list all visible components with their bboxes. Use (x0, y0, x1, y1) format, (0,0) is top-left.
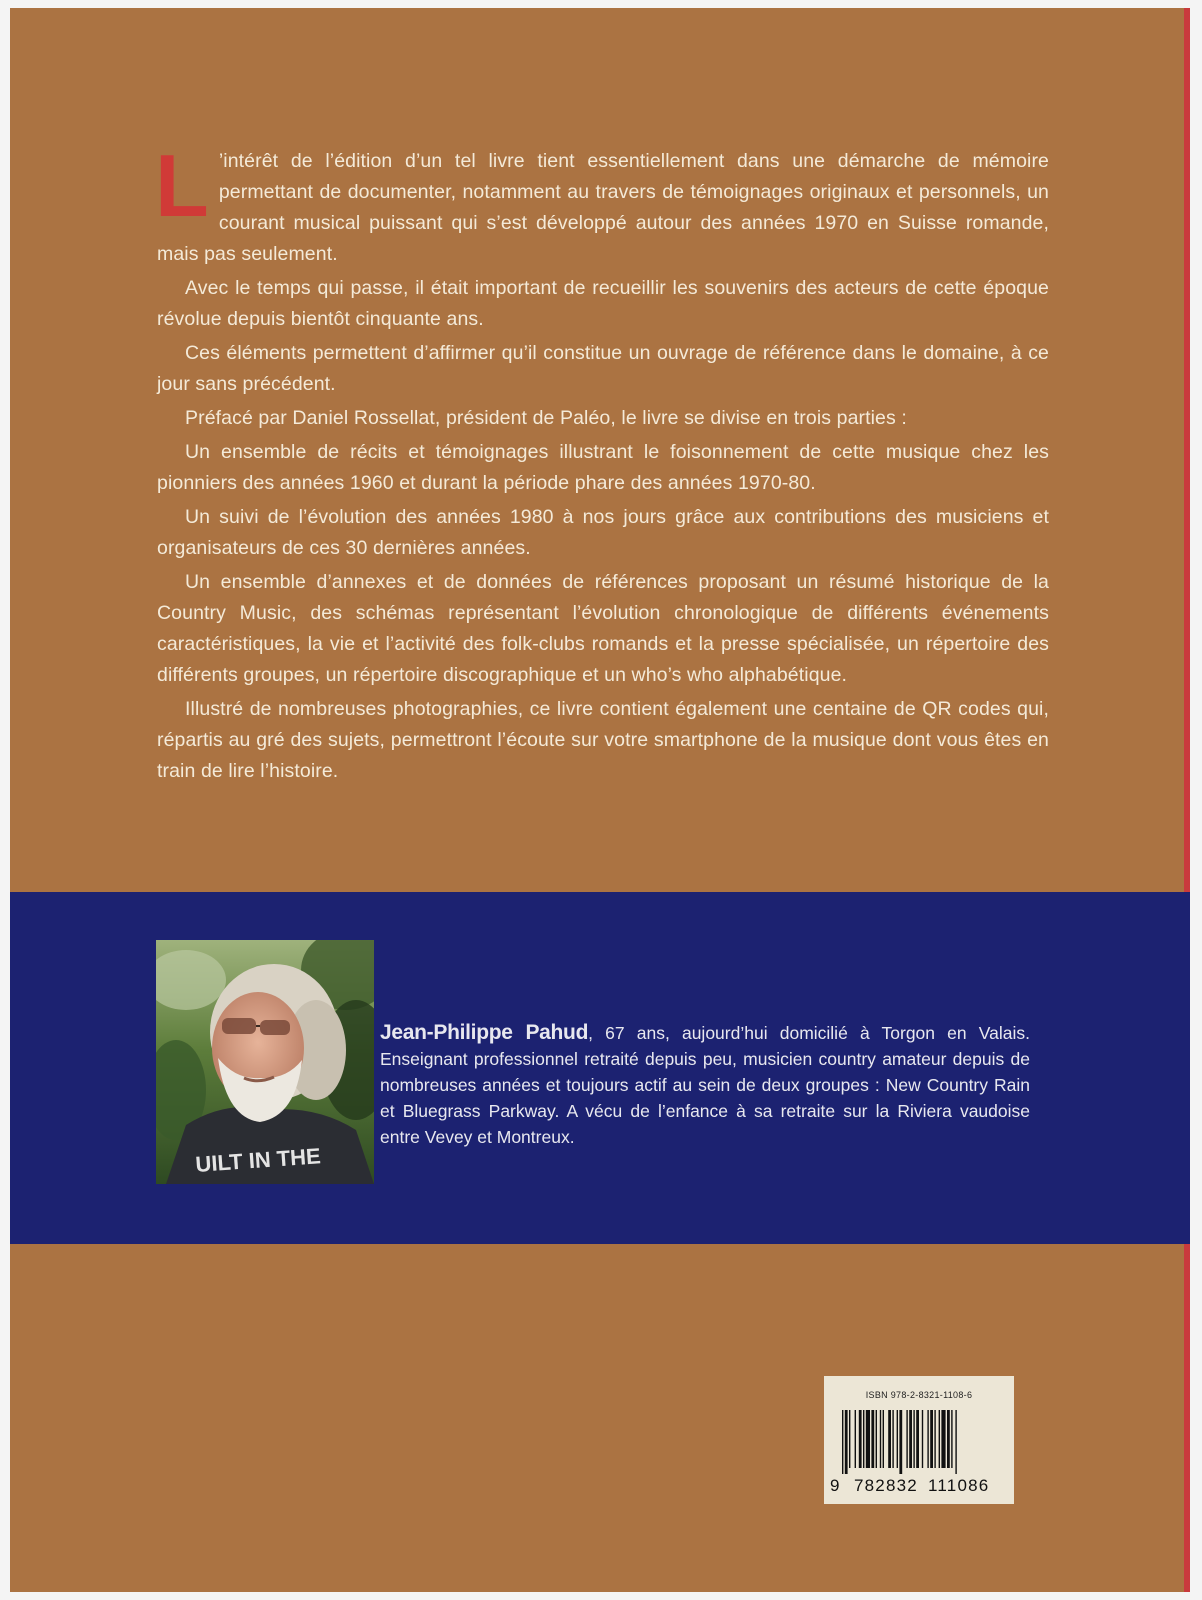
drop-cap: L (155, 136, 209, 235)
blurb-paragraph: Avec le temps qui passe, il était important de recueillir les souvenirs des acteurs de cette époque révolue depuis bientôt cinquante ans. (157, 277, 1049, 330)
barcode-bar (863, 1410, 864, 1468)
barcode-bar (849, 1410, 850, 1468)
blurb-paragraph: Un ensemble de récits et témoignages illustrant le foisonnement de cette musique chez les pionniers des années 1960 et durant la période phare des années 1970-80. (157, 441, 1049, 494)
barcode-bar (899, 1410, 902, 1474)
blurb-paragraph: Préfacé par Daniel Rossellat, président de Paléo, le livre se divise en trois parties : (185, 407, 907, 429)
author-bio-text: , 67 ans, aujourd’hui domicilié à Torgon en Valais. Enseignant professionnel retraité depuis peu, musicien country amateur depuis de nombreuses années et toujours actif au sein de deux groupes : New Country Rain et Bluegrass Parkway. A vécu de l’enfance à sa retraite sur la Riviera vaudoise entre Vevey et Montreux. (380, 1023, 1030, 1147)
barcode-bar (930, 1410, 933, 1468)
blurb-paragraph: Un suivi de l’évolution des années 1980 à nos jours grâce aux contributions des musiciens et organisateurs de ces 30 dernières années. (157, 506, 1049, 559)
barcode-digit-group1: 782832 (854, 1476, 918, 1495)
barcode-bar (939, 1410, 940, 1468)
barcode-bar (934, 1410, 935, 1468)
barcode-bar (897, 1410, 898, 1468)
back-cover (10, 8, 1190, 1592)
isbn-label: ISBN 978-2-8321-1108-6 (865, 1390, 973, 1400)
barcode-bar (909, 1410, 912, 1468)
blurb-text (155, 136, 1049, 787)
barcode-bar (906, 1410, 907, 1468)
barcode-bar (880, 1410, 881, 1468)
barcode-bar (927, 1410, 928, 1468)
barcode-bar (866, 1410, 870, 1468)
blurb-paragraph: L ’intérêt de l’édition d’un tel livre tient essentiellement dans une démarche de mémoire permettant de documenter, notamment au travers de témoignages originaux et personnels, un courant musical puissant qui s’est développé autour des années 1970 en Suisse romande, mais pas seulement. (155, 136, 1049, 265)
tshirt-print: UILT IN THE (194, 1143, 322, 1177)
barcode-bar (876, 1410, 877, 1468)
blurb-paragraph: Ces éléments permettent d’affirmer qu’il constitue un ouvrage de référence dans le domaine, à ce jour sans précédent. (157, 342, 1049, 395)
barcode-bar (922, 1410, 923, 1468)
blurb-paragraph: Illustré de nombreuses photographies, ce livre contient également une centaine de QR codes qui, répartis au gré des sujets, permettront l’écoute sur votre smartphone de la musique dont vous êtes en train de lire l’histoire. (157, 698, 1049, 782)
author-band (10, 892, 1190, 1244)
barcode-bar (883, 1410, 884, 1468)
author-photo (156, 940, 374, 1184)
barcode-bar (842, 1410, 843, 1474)
barcode-bars (842, 1410, 1000, 1474)
barcode-bar (947, 1410, 950, 1468)
barcode-bar (941, 1410, 945, 1468)
isbn-barcode (824, 1376, 1014, 1504)
spine-edge (1184, 8, 1190, 1592)
blurb-paragraph: Un ensemble d’annexes et de données de références proposant un résumé historique de la Country Music, des schémas représentant l’évolution chronologique de différents événements caractéristiques, la vie et l’activité des folk-clubs romands et la presse spécialisée, un répertoire des différents groupes, un répertoire discographique et un who’s who alphabétique. (157, 571, 1049, 686)
barcode-digit-group2: 111086 (928, 1476, 990, 1495)
barcode-bar (951, 1410, 952, 1468)
author-bio (380, 1020, 1030, 1150)
barcode-bar (916, 1410, 919, 1468)
barcode-digit-first: 9 (830, 1476, 841, 1495)
barcode-bar (855, 1410, 856, 1468)
barcode-bar (913, 1410, 914, 1468)
barcode-bar (892, 1410, 893, 1468)
barcode-bar (859, 1410, 862, 1468)
barcode-bar (845, 1410, 848, 1474)
barcode-bar (871, 1410, 874, 1468)
barcode-bar (955, 1410, 956, 1474)
barcode-bar (888, 1410, 891, 1468)
author-name: Jean-Philippe Pahud (380, 1021, 589, 1044)
